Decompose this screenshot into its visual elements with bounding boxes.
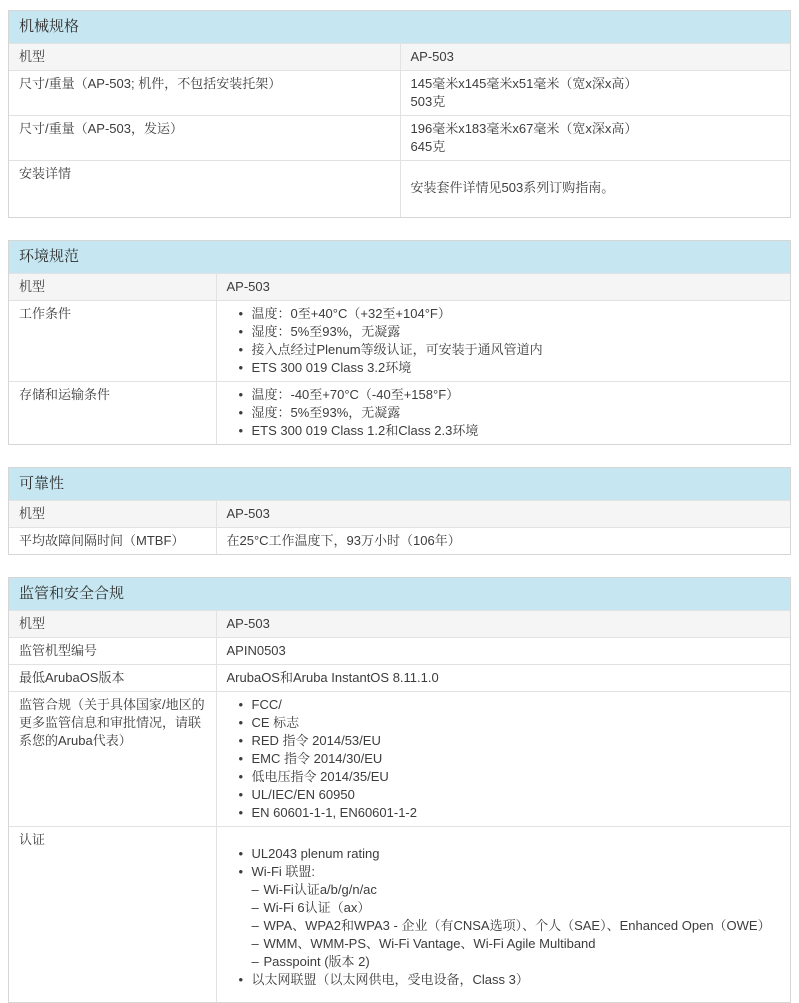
bullet-item	[239, 404, 781, 422]
spec-value-line: APIN0503	[227, 642, 781, 660]
bullet-item	[239, 971, 781, 989]
bullet-text: Wi-Fi 联盟:	[252, 864, 316, 879]
bullet-text: 湿度：5%至93%，无凝露	[252, 324, 401, 339]
section-title: 机械规格	[19, 18, 79, 35]
spec-value-line: AP-503	[227, 278, 781, 296]
spec-label: 尺寸/重量（AP-503，发运）	[19, 121, 183, 136]
spec-value-line: ArubaOS和Aruba InstantOS 8.11.1.0	[227, 669, 781, 687]
spec-row	[9, 610, 790, 637]
spec-table	[9, 610, 790, 1003]
spec-table	[9, 273, 790, 444]
spec-section	[8, 577, 791, 1003]
spec-row	[9, 161, 790, 217]
spec-value-cell	[216, 664, 790, 691]
spec-label-cell	[9, 527, 216, 554]
spec-value-cell	[216, 610, 790, 637]
spec-label: 安装详情	[19, 166, 71, 181]
spec-value-line: AP-503	[227, 505, 781, 523]
spec-table	[9, 500, 790, 554]
bullet-list	[227, 696, 781, 822]
bullet-item	[239, 323, 781, 341]
spec-label-cell	[9, 500, 216, 527]
spec-row	[9, 44, 790, 71]
spec-row	[9, 273, 790, 300]
spec-value-cell	[400, 161, 790, 217]
spec-row	[9, 381, 790, 444]
bullet-text: 接入点经过Plenum等级认证，可安装于通风管道内	[252, 342, 543, 357]
section-title: 可靠性	[19, 475, 64, 492]
spec-value-cell	[216, 527, 790, 554]
spec-label-cell	[9, 691, 216, 826]
spec-section	[8, 10, 791, 218]
bullet-item	[239, 714, 781, 732]
bullet-item	[239, 305, 781, 323]
spec-label-cell	[9, 664, 216, 691]
section-header	[9, 241, 790, 273]
spec-label-cell	[9, 116, 400, 161]
spec-row	[9, 664, 790, 691]
spec-value-line: AP-503	[411, 48, 781, 66]
spec-value-line: 196毫米x183毫米x67毫米（宽x深x高）	[411, 120, 781, 138]
bullet-text: CE 标志	[252, 715, 300, 730]
bullet-item	[239, 863, 781, 971]
bullet-list	[227, 386, 781, 440]
sub-bullet-item: – Passpoint (版本 2)	[252, 953, 781, 971]
spec-label: 平均故障间隔时间（MTBF）	[19, 533, 184, 548]
bullet-item	[239, 750, 781, 768]
spec-row	[9, 71, 790, 116]
spec-value-cell	[216, 381, 790, 444]
spec-label: 机型	[19, 616, 45, 631]
spec-value-cell	[216, 500, 790, 527]
spec-value-line: 645克	[411, 138, 781, 156]
spec-label-cell	[9, 71, 400, 116]
spec-value-line: AP-503	[227, 615, 781, 633]
sections-container	[8, 10, 791, 1003]
spec-label-cell	[9, 44, 400, 71]
spec-value-cell	[400, 116, 790, 161]
bullet-item	[239, 786, 781, 804]
sub-bullet-item: – WPA、WPA2和WPA3 - 企业（有CNSA选项）、个人（SAE）、Enhanced Open（OWE）	[252, 917, 781, 935]
bullet-item	[239, 359, 781, 377]
bullet-text: 以太网联盟（以太网供电，受电设备，Class 3）	[252, 972, 529, 987]
section-title: 监管和安全合规	[19, 585, 124, 602]
spec-value-cell	[216, 826, 790, 1002]
spec-label: 监管合规（关于具体国家/地区的更多监管信息和审批情况，请联系您的Aruba代表）	[19, 697, 205, 748]
bullet-text: 低电压指令 2014/35/EU	[252, 769, 389, 784]
spec-value-cell	[400, 71, 790, 116]
sub-bullet-item: – Wi-Fi认证a/b/g/n/ac	[252, 881, 781, 899]
spec-value-line: 在25°C工作温度下，93万小时（106年）	[227, 532, 781, 550]
bullet-item	[239, 696, 781, 714]
spec-label: 机型	[19, 279, 45, 294]
bullet-item	[239, 732, 781, 750]
spec-label: 工作条件	[19, 306, 71, 321]
spec-row	[9, 527, 790, 554]
bullet-text: EMC 指令 2014/30/EU	[252, 751, 383, 766]
spec-label-cell	[9, 273, 216, 300]
spec-value-line: 503克	[411, 93, 781, 111]
spec-label: 监管机型编号	[19, 643, 97, 658]
bullet-text: EN 60601-1-1, EN60601-1-2	[252, 805, 418, 820]
bullet-text: ETS 300 019 Class 3.2环境	[252, 360, 412, 375]
bullet-text: ETS 300 019 Class 1.2和Class 2.3环境	[252, 423, 479, 438]
bullet-list	[227, 305, 781, 377]
bullet-item	[239, 386, 781, 404]
spec-value-line: 安装套件详情见503系列订购指南。	[411, 179, 781, 197]
spec-value-cell	[216, 691, 790, 826]
spec-row	[9, 691, 790, 826]
spec-value-cell	[216, 273, 790, 300]
spec-label-cell	[9, 381, 216, 444]
spec-label: 尺寸/重量（AP-503; 机件，不包括安装托架）	[19, 76, 281, 91]
spec-label-cell	[9, 610, 216, 637]
bullet-text: 温度：-40至+70°C（-40至+158°F）	[252, 387, 460, 402]
section-title: 环境规范	[19, 248, 79, 265]
spec-label-cell	[9, 161, 400, 217]
spec-section	[8, 240, 791, 445]
bullet-text: FCC/	[252, 697, 282, 712]
section-header	[9, 578, 790, 610]
bullet-text: RED 指令 2014/53/EU	[252, 733, 381, 748]
spec-label: 机型	[19, 49, 45, 64]
bullet-text: UL/IEC/EN 60950	[252, 787, 355, 802]
sub-bullet-item: – Wi-Fi 6认证（ax）	[252, 899, 781, 917]
bullet-item	[239, 422, 781, 440]
section-header	[9, 11, 790, 43]
spec-label: 最低ArubaOS版本	[19, 670, 124, 685]
spec-row	[9, 500, 790, 527]
section-header	[9, 468, 790, 500]
bullet-item	[239, 845, 781, 863]
spec-table	[9, 43, 790, 217]
spec-value-cell	[216, 300, 790, 381]
spec-label: 认证	[19, 832, 45, 847]
spec-label-cell	[9, 300, 216, 381]
bullet-text: UL2043 plenum rating	[252, 846, 380, 861]
spec-row	[9, 116, 790, 161]
spec-label-cell	[9, 637, 216, 664]
bullet-text: 温度：0至+40°C（+32至+104°F）	[252, 306, 451, 321]
spec-value-cell	[216, 637, 790, 664]
sub-bullet-item: – WMM、WMM-PS、Wi-Fi Vantage、Wi-Fi Agile Multiband	[252, 935, 781, 953]
spec-row	[9, 637, 790, 664]
spec-label: 存储和运输条件	[19, 387, 110, 402]
spec-row	[9, 300, 790, 381]
spec-label: 机型	[19, 506, 45, 521]
bullet-text: 湿度：5%至93%，无凝露	[252, 405, 401, 420]
bullet-item	[239, 804, 781, 822]
spec-row	[9, 826, 790, 1002]
spec-label-cell	[9, 826, 216, 1002]
bullet-item	[239, 768, 781, 786]
bullet-list	[227, 845, 781, 989]
spec-value-cell	[400, 44, 790, 71]
spec-section	[8, 467, 791, 555]
spec-value-line: 145毫米x145毫米x51毫米（宽x深x高）	[411, 75, 781, 93]
bullet-item	[239, 341, 781, 359]
